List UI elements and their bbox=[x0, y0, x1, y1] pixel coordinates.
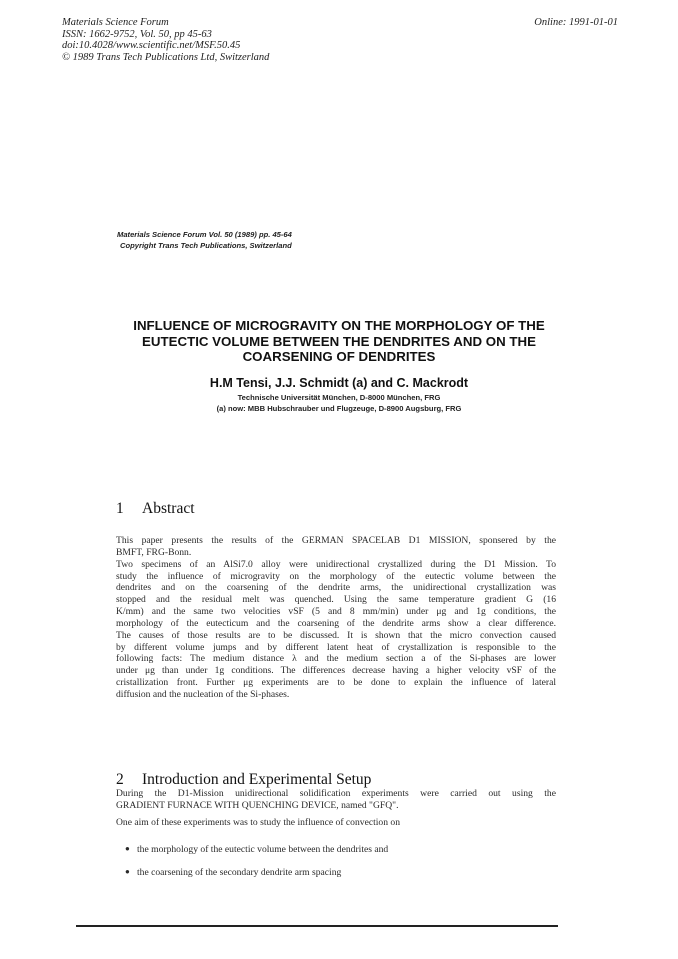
text-line: The causes of those results are to be discussed. It is shown that the micro convection caused bbox=[116, 629, 556, 641]
source-line: Materials Science Forum Vol. 50 (1989) pp. 45-64 bbox=[117, 230, 292, 239]
text-line: following facts: The medium distance λ and the medium section a of the Si-phases are lower bbox=[116, 653, 556, 665]
abstract-body bbox=[116, 535, 556, 701]
text-line: During the D1-Mission unidirectional solidification experiments were carried out using the bbox=[116, 788, 556, 799]
text-line: GRADIENT FURNACE WITH QUENCHING DEVICE, named "GFQ". bbox=[116, 799, 399, 811]
doi-line: doi:10.4028/www.scientific.net/MSF.50.45 bbox=[62, 40, 241, 51]
text-line: Two specimens of an AlSi7.0 alloy were unidirectional crystallized during the D1 Mission. To bbox=[116, 558, 556, 570]
text-line: by different volume jumps and by different latent heat of crystallization is responsible to the bbox=[116, 641, 556, 653]
source-copyright: Copyright Trans Tech Publications, Switzerland bbox=[120, 240, 292, 250]
introduction-para-2 bbox=[116, 817, 556, 829]
title-line: COARSENING OF DENDRITES bbox=[242, 349, 436, 364]
list-item-text: the morphology of the eutectic volume between the dendrites and bbox=[137, 844, 389, 855]
section-number: 1 bbox=[116, 500, 124, 517]
abstract-heading bbox=[116, 500, 195, 518]
text-line: morphology of the eutecticum and the coarsening of the dendrite arms show a clear difference. bbox=[116, 617, 556, 629]
text-line: K/mm) and the same two velocities vSF (5 and 8 mm/min) under μg and 1g conditions, the bbox=[116, 606, 556, 618]
introduction-heading bbox=[116, 771, 371, 789]
authors: H.M Tensi, J.J. Schmidt (a) and C. Mackrodt bbox=[209, 376, 469, 390]
text-line: cristallization front. Further μg experiments are to be done to explain the influence of lateral bbox=[116, 677, 556, 689]
affiliations bbox=[110, 393, 568, 414]
text-line: under μg than under 1g conditions. The differences decrease having a higher velocity vSF of the bbox=[116, 665, 556, 677]
bullet-icon: ● bbox=[125, 867, 130, 876]
section-title: Introduction and Experimental Setup bbox=[142, 771, 372, 788]
section-number: 2 bbox=[116, 771, 124, 788]
text-line: study the influence of microgravity on the morphology of the eutectic volume between the bbox=[116, 570, 556, 582]
footer-rule bbox=[76, 925, 558, 927]
journal-name: Materials Science Forum bbox=[62, 17, 169, 28]
text-line: This paper presents the results of the GERMAN SPACELAB D1 MISSION, sponsered by the bbox=[116, 535, 556, 546]
paper-title bbox=[110, 318, 568, 365]
title-line: INFLUENCE OF MICROGRAVITY ON THE MORPHOLOGY OF THE bbox=[133, 318, 545, 333]
affiliation-line: Technische Universität München, D-8000 München, FRG bbox=[237, 393, 441, 402]
section-title: Abstract bbox=[142, 500, 195, 517]
list-item bbox=[125, 867, 388, 890]
title-line: EUTECTIC VOLUME BETWEEN THE DENDRITES AND ON THE bbox=[142, 333, 536, 349]
text-line: One aim of these experiments was to study the influence of convection on bbox=[116, 817, 400, 828]
bullet-icon: ● bbox=[125, 844, 130, 853]
text-line: BMFT, FRG-Bonn. bbox=[116, 546, 192, 558]
issn-line: ISSN: 1662-9752, Vol. 50, pp 45-63 bbox=[62, 28, 212, 40]
online-date: Online: 1991-01-01 bbox=[534, 17, 618, 28]
text-line: dendrites and on the coarsening of the dendrite arms, the unidirectional crystallization was bbox=[116, 582, 556, 594]
list-item bbox=[125, 844, 388, 867]
affiliation-line: (a) now: MBB Hubschrauber und Flugzeuge, D-8900 Augsburg, FRG bbox=[216, 403, 462, 413]
copyright-line: © 1989 Trans Tech Publications Ltd, Switzerland bbox=[62, 51, 270, 63]
list-item-text: the coarsening of the secondary dendrite arm spacing bbox=[137, 867, 342, 878]
source-citation bbox=[117, 230, 292, 251]
text-line: diffusion and the nucleation of the Si-phases. bbox=[116, 688, 290, 700]
bullet-list bbox=[125, 844, 388, 890]
journal-header bbox=[62, 17, 269, 63]
introduction-para-1 bbox=[116, 788, 556, 812]
text-line: stopped and the residual melt was quenched. Using the same temperature gradient G (16 bbox=[116, 594, 556, 606]
